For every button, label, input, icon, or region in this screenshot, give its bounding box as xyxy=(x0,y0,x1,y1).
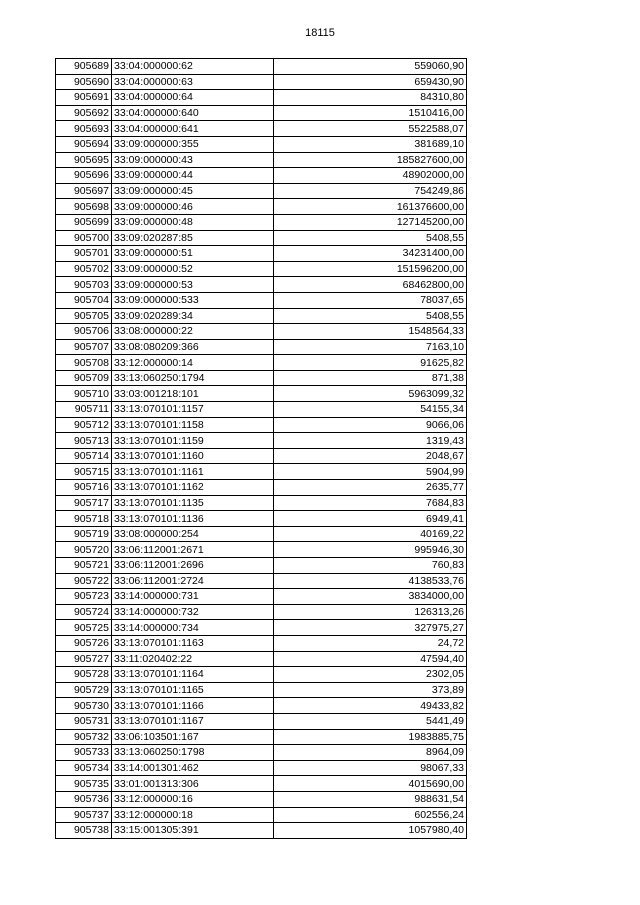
row-number-cell: 905699 xyxy=(56,214,112,230)
value-cell: 54155,34 xyxy=(274,402,467,418)
table-row xyxy=(56,277,467,293)
cadastral-number-cell: 33:13:070101:1157 xyxy=(112,402,274,418)
cadastral-number-cell: 33:09:000000:52 xyxy=(112,261,274,277)
table-row xyxy=(56,776,467,792)
value-cell: 6949,41 xyxy=(274,511,467,527)
row-number-cell: 905726 xyxy=(56,635,112,651)
row-number-cell: 905718 xyxy=(56,511,112,527)
table-row xyxy=(56,480,467,496)
cadastral-number-cell: 33:09:000000:355 xyxy=(112,136,274,152)
table-row xyxy=(56,620,467,636)
row-number-cell: 905725 xyxy=(56,620,112,636)
cadastral-number-cell: 33:09:000000:53 xyxy=(112,277,274,293)
table-row xyxy=(56,292,467,308)
row-number-cell: 905705 xyxy=(56,308,112,324)
cadastral-number-cell: 33:13:070101:1165 xyxy=(112,682,274,698)
row-number-cell: 905714 xyxy=(56,448,112,464)
table-row xyxy=(56,698,467,714)
table-row xyxy=(56,807,467,823)
value-cell: 161376600,00 xyxy=(274,199,467,215)
table-row xyxy=(56,246,467,262)
value-cell: 40169,22 xyxy=(274,526,467,542)
row-number-cell: 905736 xyxy=(56,791,112,807)
cadastral-number-cell: 33:13:070101:1166 xyxy=(112,698,274,714)
value-cell: 5408,55 xyxy=(274,230,467,246)
value-cell: 995946,30 xyxy=(274,542,467,558)
table-row xyxy=(56,433,467,449)
table-row xyxy=(56,745,467,761)
row-number-cell: 905713 xyxy=(56,433,112,449)
value-cell: 559060,90 xyxy=(274,59,467,75)
row-number-cell: 905723 xyxy=(56,589,112,605)
row-number-cell: 905729 xyxy=(56,682,112,698)
cadastral-number-cell: 33:08:080209:366 xyxy=(112,339,274,355)
value-cell: 78037,65 xyxy=(274,292,467,308)
cadastral-number-cell: 33:01:001313:306 xyxy=(112,776,274,792)
cadastral-number-cell: 33:09:000000:46 xyxy=(112,199,274,215)
row-number-cell: 905712 xyxy=(56,417,112,433)
cadastral-number-cell: 33:13:070101:1162 xyxy=(112,480,274,496)
row-number-cell: 905689 xyxy=(56,59,112,75)
cadastral-number-cell: 33:09:000000:533 xyxy=(112,292,274,308)
row-number-cell: 905721 xyxy=(56,558,112,574)
row-number-cell: 905733 xyxy=(56,745,112,761)
row-number-cell: 905700 xyxy=(56,230,112,246)
row-number-cell: 905693 xyxy=(56,121,112,137)
row-number-cell: 905716 xyxy=(56,480,112,496)
cadastral-number-cell: 33:11:020402:22 xyxy=(112,651,274,667)
row-number-cell: 905727 xyxy=(56,651,112,667)
row-number-cell: 905703 xyxy=(56,277,112,293)
value-cell: 373,89 xyxy=(274,682,467,698)
row-number-cell: 905737 xyxy=(56,807,112,823)
row-number-cell: 905695 xyxy=(56,152,112,168)
cadastral-number-cell: 33:13:070101:1163 xyxy=(112,635,274,651)
table-row xyxy=(56,214,467,230)
value-cell: 988631,54 xyxy=(274,791,467,807)
table-row xyxy=(56,308,467,324)
table-row xyxy=(56,59,467,75)
cadastral-number-cell: 33:04:000000:62 xyxy=(112,59,274,75)
cadastral-number-cell: 33:13:060250:1794 xyxy=(112,370,274,386)
cadastral-number-cell: 33:03:001218:101 xyxy=(112,386,274,402)
row-number-cell: 905738 xyxy=(56,823,112,839)
table-row xyxy=(56,760,467,776)
cadastral-number-cell: 33:09:000000:43 xyxy=(112,152,274,168)
value-cell: 5441,49 xyxy=(274,713,467,729)
table-row xyxy=(56,355,467,371)
table-row xyxy=(56,90,467,106)
value-cell: 9066,06 xyxy=(274,417,467,433)
row-number-cell: 905719 xyxy=(56,526,112,542)
value-cell: 871,38 xyxy=(274,370,467,386)
value-cell: 602556,24 xyxy=(274,807,467,823)
row-number-cell: 905731 xyxy=(56,713,112,729)
table-row xyxy=(56,105,467,121)
table-row xyxy=(56,635,467,651)
row-number-cell: 905734 xyxy=(56,760,112,776)
value-cell: 49433,82 xyxy=(274,698,467,714)
value-cell: 126313,26 xyxy=(274,604,467,620)
table-row xyxy=(56,651,467,667)
table-row xyxy=(56,558,467,574)
table-row xyxy=(56,370,467,386)
value-cell: 48902000,00 xyxy=(274,168,467,184)
cadastral-number-cell: 33:09:000000:45 xyxy=(112,183,274,199)
row-number-cell: 905692 xyxy=(56,105,112,121)
value-cell: 185827600,00 xyxy=(274,152,467,168)
cadastral-number-cell: 33:06:112001:2671 xyxy=(112,542,274,558)
value-cell: 2302,05 xyxy=(274,667,467,683)
table-row xyxy=(56,261,467,277)
cadastral-number-cell: 33:12:000000:18 xyxy=(112,807,274,823)
cadastral-number-cell: 33:09:020287:85 xyxy=(112,230,274,246)
value-cell: 1983885,75 xyxy=(274,729,467,745)
table-row xyxy=(56,448,467,464)
row-number-cell: 905702 xyxy=(56,261,112,277)
row-number-cell: 905717 xyxy=(56,495,112,511)
cadastral-number-cell: 33:14:000000:732 xyxy=(112,604,274,620)
table-row xyxy=(56,464,467,480)
value-cell: 24,72 xyxy=(274,635,467,651)
cadastral-number-cell: 33:06:103501:167 xyxy=(112,729,274,745)
cadastral-number-cell: 33:13:070101:1161 xyxy=(112,464,274,480)
value-cell: 659430,90 xyxy=(274,74,467,90)
cadastral-number-cell: 33:04:000000:64 xyxy=(112,90,274,106)
registry-table-body xyxy=(56,59,467,839)
table-row xyxy=(56,74,467,90)
value-cell: 7684,83 xyxy=(274,495,467,511)
cadastral-number-cell: 33:13:070101:1158 xyxy=(112,417,274,433)
cadastral-number-cell: 33:15:001305:391 xyxy=(112,823,274,839)
table-row xyxy=(56,168,467,184)
value-cell: 1057980,40 xyxy=(274,823,467,839)
row-number-cell: 905707 xyxy=(56,339,112,355)
table-row xyxy=(56,152,467,168)
table-row xyxy=(56,121,467,137)
table-row xyxy=(56,136,467,152)
cadastral-number-cell: 33:06:112001:2724 xyxy=(112,573,274,589)
value-cell: 127145200,00 xyxy=(274,214,467,230)
table-row xyxy=(56,604,467,620)
value-cell: 1548564,33 xyxy=(274,324,467,340)
cadastral-number-cell: 33:13:070101:1159 xyxy=(112,433,274,449)
cadastral-number-cell: 33:09:000000:48 xyxy=(112,214,274,230)
value-cell: 381689,10 xyxy=(274,136,467,152)
value-cell: 5408,55 xyxy=(274,308,467,324)
value-cell: 1510416,00 xyxy=(274,105,467,121)
row-number-cell: 905711 xyxy=(56,402,112,418)
table-row xyxy=(56,589,467,605)
value-cell: 151596200,00 xyxy=(274,261,467,277)
cadastral-number-cell: 33:13:070101:1167 xyxy=(112,713,274,729)
table-row xyxy=(56,402,467,418)
table-row xyxy=(56,230,467,246)
row-number-cell: 905708 xyxy=(56,355,112,371)
row-number-cell: 905728 xyxy=(56,667,112,683)
value-cell: 7163,10 xyxy=(274,339,467,355)
value-cell: 327975,27 xyxy=(274,620,467,636)
cadastral-number-cell: 33:14:001301:462 xyxy=(112,760,274,776)
cadastral-number-cell: 33:13:070101:1136 xyxy=(112,511,274,527)
row-number-cell: 905704 xyxy=(56,292,112,308)
table-row xyxy=(56,183,467,199)
cadastral-number-cell: 33:13:070101:1160 xyxy=(112,448,274,464)
cadastral-number-cell: 33:08:000000:254 xyxy=(112,526,274,542)
cadastral-number-cell: 33:08:000000:22 xyxy=(112,324,274,340)
value-cell: 91625,82 xyxy=(274,355,467,371)
value-cell: 98067,33 xyxy=(274,760,467,776)
table-row xyxy=(56,495,467,511)
cadastral-number-cell: 33:13:060250:1798 xyxy=(112,745,274,761)
cadastral-number-cell: 33:04:000000:63 xyxy=(112,74,274,90)
cadastral-number-cell: 33:09:000000:51 xyxy=(112,246,274,262)
table-row xyxy=(56,511,467,527)
row-number-cell: 905720 xyxy=(56,542,112,558)
value-cell: 2048,67 xyxy=(274,448,467,464)
row-number-cell: 905722 xyxy=(56,573,112,589)
cadastral-number-cell: 33:06:112001:2696 xyxy=(112,558,274,574)
table-row xyxy=(56,526,467,542)
table-row xyxy=(56,386,467,402)
page-number: 18115 xyxy=(305,27,335,39)
value-cell: 84310,80 xyxy=(274,90,467,106)
value-cell: 760,83 xyxy=(274,558,467,574)
table-row xyxy=(56,324,467,340)
table-row xyxy=(56,339,467,355)
table-row xyxy=(56,417,467,433)
table-row xyxy=(56,199,467,215)
value-cell: 5963099,32 xyxy=(274,386,467,402)
cadastral-number-cell: 33:12:000000:16 xyxy=(112,791,274,807)
value-cell: 34231400,00 xyxy=(274,246,467,262)
table-row xyxy=(56,573,467,589)
cadastral-number-cell: 33:12:000000:14 xyxy=(112,355,274,371)
row-number-cell: 905701 xyxy=(56,246,112,262)
value-cell: 3834000,00 xyxy=(274,589,467,605)
value-cell: 4015690,00 xyxy=(274,776,467,792)
row-number-cell: 905691 xyxy=(56,90,112,106)
row-number-cell: 905724 xyxy=(56,604,112,620)
row-number-cell: 905710 xyxy=(56,386,112,402)
cadastral-number-cell: 33:13:070101:1164 xyxy=(112,667,274,683)
table-row xyxy=(56,713,467,729)
value-cell: 47594,40 xyxy=(274,651,467,667)
cadastral-number-cell: 33:09:000000:44 xyxy=(112,168,274,184)
cadastral-number-cell: 33:13:070101:1135 xyxy=(112,495,274,511)
cadastral-number-cell: 33:14:000000:731 xyxy=(112,589,274,605)
table-row xyxy=(56,682,467,698)
registry-table xyxy=(55,58,467,839)
cadastral-number-cell: 33:14:000000:734 xyxy=(112,620,274,636)
row-number-cell: 905730 xyxy=(56,698,112,714)
row-number-cell: 905715 xyxy=(56,464,112,480)
value-cell: 2635,77 xyxy=(274,480,467,496)
cadastral-number-cell: 33:04:000000:640 xyxy=(112,105,274,121)
value-cell: 68462800,00 xyxy=(274,277,467,293)
table-row xyxy=(56,791,467,807)
row-number-cell: 905706 xyxy=(56,324,112,340)
table-row xyxy=(56,729,467,745)
row-number-cell: 905698 xyxy=(56,199,112,215)
row-number-cell: 905694 xyxy=(56,136,112,152)
cadastral-number-cell: 33:09:020289:34 xyxy=(112,308,274,324)
row-number-cell: 905690 xyxy=(56,74,112,90)
value-cell: 4138533,76 xyxy=(274,573,467,589)
value-cell: 5522588,07 xyxy=(274,121,467,137)
table-row xyxy=(56,823,467,839)
row-number-cell: 905709 xyxy=(56,370,112,386)
value-cell: 754249,86 xyxy=(274,183,467,199)
row-number-cell: 905735 xyxy=(56,776,112,792)
cadastral-number-cell: 33:04:000000:641 xyxy=(112,121,274,137)
value-cell: 8964,09 xyxy=(274,745,467,761)
row-number-cell: 905732 xyxy=(56,729,112,745)
table-row xyxy=(56,667,467,683)
table-row xyxy=(56,542,467,558)
value-cell: 1319,43 xyxy=(274,433,467,449)
value-cell: 5904,99 xyxy=(274,464,467,480)
row-number-cell: 905697 xyxy=(56,183,112,199)
row-number-cell: 905696 xyxy=(56,168,112,184)
